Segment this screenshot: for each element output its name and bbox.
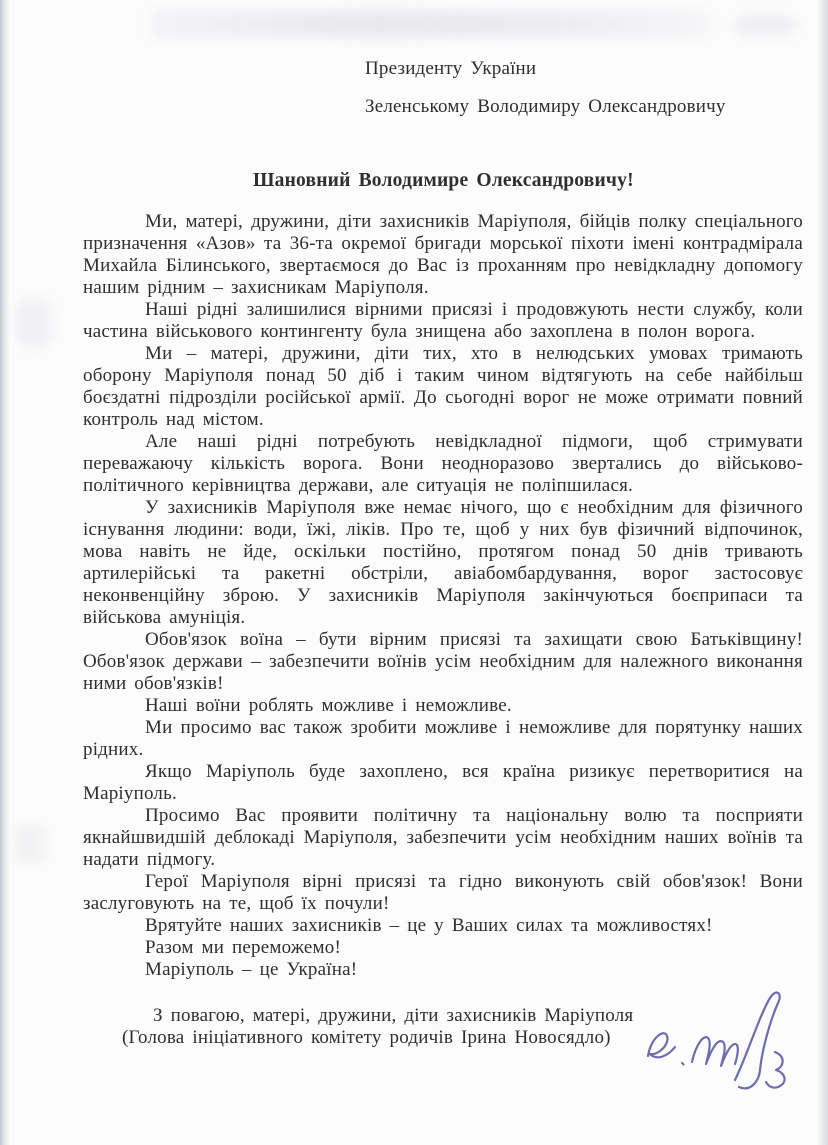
signature-stroke-initial <box>648 1033 675 1057</box>
addressee-line-1: Президенту України <box>365 58 537 79</box>
signature-stroke-tail <box>766 1052 785 1088</box>
paragraph: Ми – матері, дружини, діти тих, хто в нелюдських умовах тримають оборону Маріуполя понад 50 діб і таким чином відтягують на себе найбільш боєздатні підрозділи російської армії. До сьогодні ворог не може отримати повний контроль над містом. <box>83 343 803 430</box>
signature-stroke-dot <box>682 1063 684 1065</box>
closing-line-1: З повагою, матері, дружини, діти захисників Маріуполя <box>153 1005 634 1026</box>
signature-stroke-loop <box>735 993 780 1089</box>
letter-content <box>83 0 803 1049</box>
paragraph: Наші рідні залишилися вірними присязі і продовжують нести службу, коли частина військового контингенту була знищена або захоплена в полон ворога. <box>83 299 803 342</box>
margin-bleedthrough-artifact <box>16 300 50 346</box>
paragraph: У захисників Маріуполя вже немає нічого, що є необхідним для фізичного існування людини: води, їжі, ліків. Про те, щоб у них був фізичний відпочинок, мова навіть не йде, оскільки постійно, протягом понад 50 днів тривають артилерійські та ракетні обстріли, авіабомбардування, ворог застосовує неконвенційну зброю. У захисників Маріуполя закінчуються боєприпаси та військова амуніція. <box>83 497 803 628</box>
addressee-block <box>83 58 803 118</box>
paragraph: Наші воїни роблять можливе і неможливе. <box>145 695 512 716</box>
scan-left-edge <box>0 0 9 1145</box>
scan-right-edge <box>817 0 828 1145</box>
salutation: Шановний Володимире Олександровичу! <box>253 170 634 191</box>
closing-line-2: (Голова ініціативного комітету родичів Ірина Новосядло) <box>122 1027 611 1048</box>
paragraph: Але наші рідні потребують невідкладної підмоги, щоб стримувати переважаючу кількість ворога. Вони неодноразово звертались до військово-політичного керівництва держави, але ситуація не поліпшилася. <box>83 431 803 496</box>
signature-stroke-humps <box>692 1037 738 1066</box>
paragraph: Герої Маріуполя вірні присязі та гідно виконують свій обов'язок! Вони заслуговують на те, щоб їх почули! <box>83 871 803 914</box>
paragraph: Просимо Вас проявити політичну та національну волю та посприяти якнайшвидшій деблокаді Маріуполя, забезпечити усім необхідним наших воїнів та надати підмогу. <box>83 805 803 870</box>
paragraph: Врятуйте наших захисників – це у Ваших силах та можливостях! <box>145 915 713 936</box>
paragraph: Обов'язок воїна – бути вірним присязі та захищати свою Батьківщину! Обов'язок держави – забезпечити воїнів усім необхідним для належного виконання ними обов'язків! <box>83 629 803 694</box>
paragraph: Якщо Маріуполь буде захоплено, вся країна ризикує перетворитися на Маріуполь. <box>83 761 803 804</box>
paragraph: Разом ми переможемо! <box>145 937 341 958</box>
addressee-line-2: Зеленському Володимиру Олександровичу <box>365 96 726 117</box>
handwritten-signature <box>638 986 816 1108</box>
margin-bleedthrough-artifact-2 <box>14 824 44 864</box>
letter-body <box>83 211 803 981</box>
paragraph: Ми просимо вас також зробити можливе і неможливе для порятунку наших рідних. <box>83 717 803 760</box>
paragraph: Ми, матері, дружини, діти захисників Маріуполя, бійців полку спеціального призначення «Азов» та 36-та окремої бригади морської піхоти імені контрадмірала Михайла Білинського, звертаємося до Вас із проханням про невідкладну допомогу нашим рідним – захисникам Маріуполя. <box>83 211 803 298</box>
paragraph: Маріуполь – це Україна! <box>145 959 358 980</box>
